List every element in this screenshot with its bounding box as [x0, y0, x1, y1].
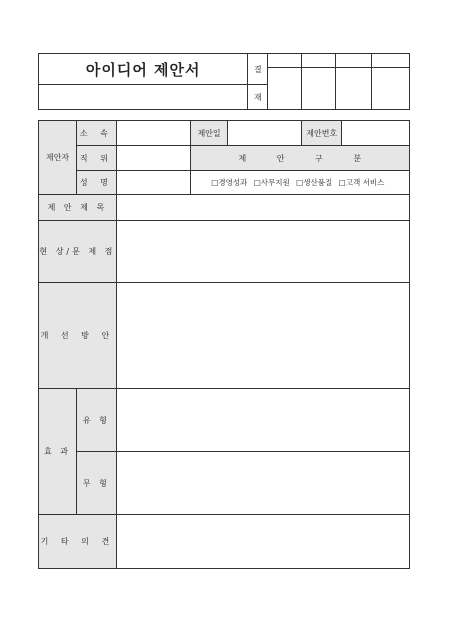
proposal-title-label: 제 안 제 목 [39, 195, 117, 221]
title-spacer [39, 85, 248, 110]
number-field[interactable] [342, 121, 410, 146]
other-opinions-field[interactable] [116, 515, 409, 569]
improvement-label: 개 선 방 안 [39, 283, 117, 389]
position-field[interactable] [116, 146, 190, 171]
approval-header-cell-3[interactable] [336, 54, 372, 68]
tangible-field[interactable] [116, 389, 409, 452]
approval-label-bottom: 재 [248, 85, 268, 110]
approval-sign-cell-3[interactable] [336, 68, 372, 110]
proposal-class-options [190, 171, 409, 195]
number-label: 제안번호 [302, 121, 342, 146]
name-label: 성 명 [76, 171, 116, 195]
approval-sign-cell-4[interactable] [372, 68, 410, 110]
main-form-table [38, 120, 410, 569]
approval-header-cell-1[interactable] [268, 54, 302, 68]
improvement-field[interactable] [116, 283, 409, 389]
tangible-label: 유 형 [76, 389, 116, 452]
approval-sign-cell-2[interactable] [302, 68, 336, 110]
document-title: 아이디어 제안서 [39, 54, 248, 85]
dept-field[interactable] [116, 121, 190, 146]
proposal-title-field[interactable] [116, 195, 409, 221]
date-field[interactable] [228, 121, 302, 146]
dept-label: 소 속 [76, 121, 116, 146]
option-office-support[interactable]: □사무지원 [253, 178, 290, 187]
option-customer-service[interactable]: □고객 서비스 [338, 178, 385, 187]
proposer-group-label: 제안자 [39, 121, 77, 195]
name-field[interactable] [116, 171, 190, 195]
option-production-quality[interactable]: □생산품질 [296, 178, 333, 187]
header-table [38, 53, 410, 110]
effect-label: 효 과 [39, 389, 77, 515]
other-opinions-label: 기 타 의 견 [39, 515, 117, 569]
approval-header-cell-4[interactable] [372, 54, 410, 68]
current-problems-field[interactable] [116, 221, 409, 283]
position-label: 직 위 [76, 146, 116, 171]
proposal-class-label: 제 안 구 분 [190, 146, 409, 171]
intangible-field[interactable] [116, 452, 409, 515]
approval-sign-cell-1[interactable] [268, 68, 302, 110]
date-label: 제안일 [190, 121, 228, 146]
option-business-performance[interactable]: □경영성과 [211, 178, 248, 187]
intangible-label: 무 형 [76, 452, 116, 515]
current-problems-label: 현 상/문 제 점 [39, 221, 117, 283]
approval-label-top: 결 [248, 54, 268, 85]
approval-header-cell-2[interactable] [302, 54, 336, 68]
